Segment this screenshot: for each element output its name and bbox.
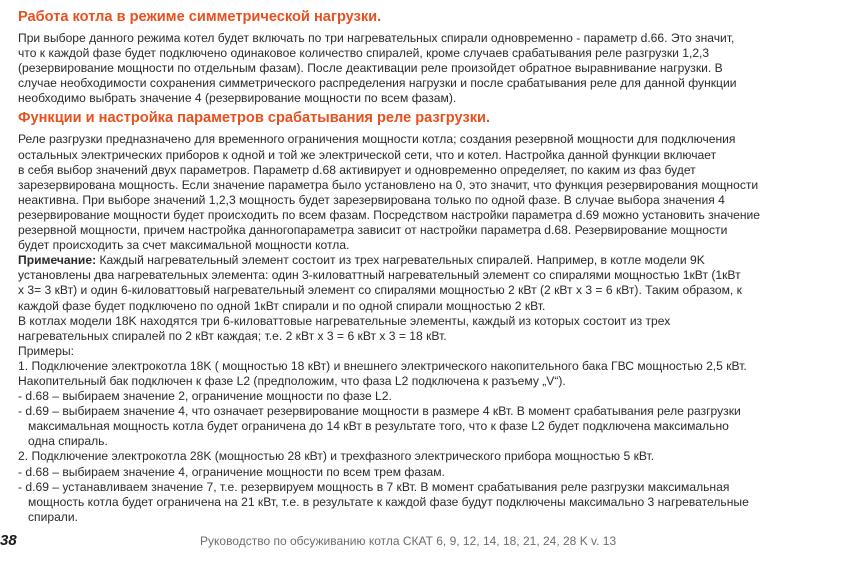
paragraph-line: резервирование мощности будет происходить по всем фазам. Посредством настройки параметра d.69 можно установить значение [18, 207, 761, 222]
paragraph-line: нагревательных спиралей по 2 кВт каждая; т.е. 2 кВт х 3 = 6 кВт х 3 = 18 кВт. [18, 328, 447, 343]
note-text: Каждый нагревательный элемент состоит из трех нагревательных спиралей. Например, в котле модели 9K [96, 253, 705, 268]
section-heading-symmetric-load: Работа котла в режиме симметрической нагрузки. [18, 9, 382, 25]
example-line: максимальная мощность котла будет ограничена до 14 кВт в результате того, что к фазе L2 будет подключена максимально [28, 419, 729, 434]
paragraph-line: необходимо выбрать значение 4 (резервирование мощности по всем фазам). [18, 91, 457, 106]
note-label: Примечание: [18, 253, 97, 268]
paragraph-line: остальных электрических приборов к одной и той же электрической сети, что и котел. Настройка данной функции включает [18, 147, 717, 162]
paragraph-line: резервной мощности, причем настройка данногопараметра зависит от настройки параметра d.68. Резервирование мощности [18, 223, 728, 238]
footer-title: Руководство по обсуживанию котла СКАТ 6, 9, 12, 14, 18, 21, 24, 28 K v. 13 [200, 534, 617, 548]
example-line: 2. Подключение электрокотла 28K (мощностью 28 кВт) и трехфазного электрического прибора мощностью 5 кВт. [18, 449, 655, 464]
section-symmetric-load-text [18, 31, 836, 106]
page-number: 38 [0, 532, 17, 549]
example-line: 1. Подключение электрокотла 18K ( мощностью 18 кВт) и внешнего электрического накопительного бака ГВС мощностью 2,5 кВт. [18, 358, 747, 373]
page-footer [0, 532, 845, 552]
paragraph-line: каждой фазе будет подключено по одной 1кВт спирали и по одной спирали мощностью 2 кВт. [18, 298, 546, 313]
example-line: - d.68 – выбираем значение 4, ограничение мощности по всем трем фазам. [18, 464, 445, 479]
paragraph-line: установлены два нагревательных элемента: один 3-киловаттный нагревательный элемент со спиралями мощностью 1кВт (1кВт [18, 268, 741, 283]
section-heading-relay-functions: Функции и настройка параметров срабатывания реле разгрузки. [18, 110, 491, 127]
paragraph-line: неактивна. При выборе значений 1,2,3 мощность будет зарезервирована только по одной фазе. В случае выбора значения 4 [18, 192, 725, 207]
paragraph-line: В котлах модели 18K находятся три 6-киловаттовые нагревательные элементы, каждый из которых состоит из трех [18, 313, 671, 328]
example-line: - d.69 – выбираем значение 4, что означает резервирование мощности в размере 4 кВт. В момент срабатывания реле разгрузки [18, 404, 741, 419]
paragraph-line: х 3= 3 кВт) и один 6-киловаттовый нагревательный элемент со спиралями мощностью 2 кВт (2 кВт х 3 = 6 кВт). Таким образом, к [18, 283, 742, 298]
example-line: мощность котла будет ограничена на 21 кВт, т.е. в результате к каждой фазе будут подключены максимально 3 нагревательные [28, 494, 749, 509]
paragraph-line: зарезервирована мощность. Если значение параметра было установлено на 0, это значит, что функция резервирования мощности [18, 177, 759, 192]
example-line: - d.68 – выбираем значение 2, ограничение мощности по фазе L2. [18, 389, 392, 404]
section-relay-functions-text [18, 132, 836, 524]
paragraph-line: что к каждой фазе будет подключено одинаковое количество спиралей, кроме случаев срабатывания реле разгрузки 1,2,3 [18, 46, 710, 61]
examples-label: Примеры: [18, 343, 74, 358]
paragraph-line: При выборе данного режима котел будет включать по три нагревательных спирали одновременно - параметр d.66. Это значит, [18, 31, 735, 45]
note-line [18, 253, 836, 268]
paragraph-line: будет происходить за счет максимальной мощности котла. [18, 238, 350, 253]
paragraph-line: (резервирование мощности по отдельным фазам). После деактивации реле произойдет обратное выравнивание нагрузки. В [18, 61, 723, 76]
example-line: одна спираль. [28, 434, 108, 449]
example-line: Накопительный бак подключен к фазе L2 (предположим, что фаза L2 подключена к разъему „V“). [18, 373, 566, 388]
example-line: - d.69 – устанавливаем значение 7, т.е. резервируем мощность в 7 кВт. В момент срабатывания реле разгрузки максимальная [18, 479, 730, 494]
paragraph-line: в себя выбор значений двух параметров. Параметр d.68 активирует и одновременно определяет, по каким из фаз будет [18, 162, 696, 177]
example-line: спирали. [28, 509, 78, 524]
paragraph-line: Реле разгрузки предназначено для временного ограничения мощности котла; создания резервной мощности для подключения [18, 132, 736, 147]
paragraph-line: случае необходимости сохранения симметрического распределения нагрузки и после срабатывания реле для данной функции [18, 76, 737, 91]
document-body [18, 8, 836, 525]
